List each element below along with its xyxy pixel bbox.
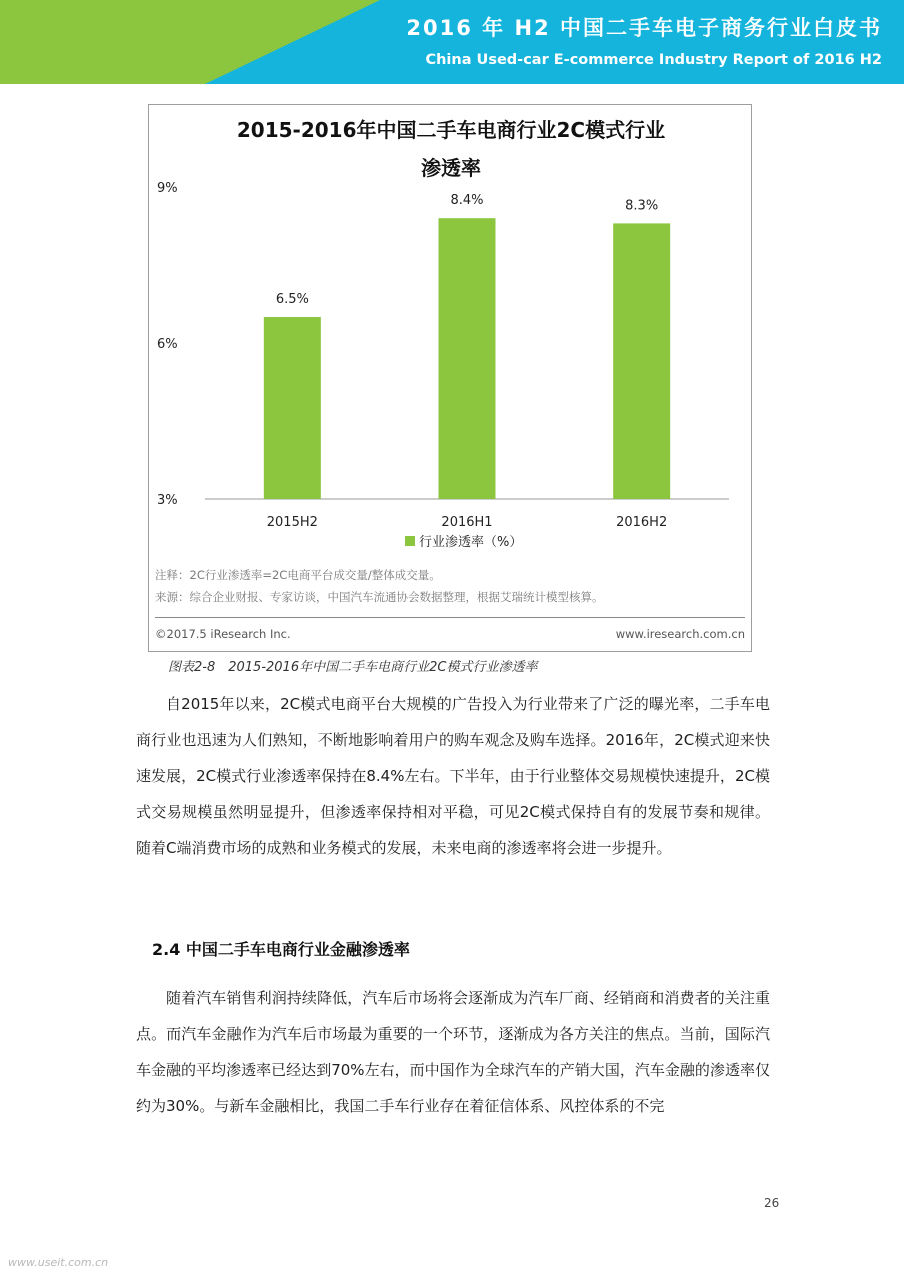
- section-heading: 2.4 中国二手车电商行业金融渗透率: [152, 940, 410, 959]
- paragraph-finance-penetration: 随着汽车销售利润持续降低，汽车后市场将会逐渐成为汽车厂商、经销商和消费者的关注重点。而汽车金融作为汽车后市场最为重要的一个环节，逐渐成为各方关注的焦点。当前，国际汽车金融的平均渗透率已经达到70%左右，而中国作为全球汽车的产销大国，汽车金融的渗透率仅约为30%。与新车金融相比，我国二手车行业存在着征信体系、风控体系的不完: [136, 989, 770, 1115]
- chart-frame: [148, 104, 752, 652]
- bar-2016H2: [613, 223, 670, 499]
- chart-title-line1: 2015-2016年中国二手车电商行业2C模式行业: [236, 118, 666, 142]
- page-header: [0, 0, 904, 84]
- header-title: 2016 年 H2 中国二手车电子商务行业白皮书: [406, 16, 882, 40]
- page-number: 26: [764, 1196, 780, 1210]
- y-tick-label: 3%: [157, 493, 178, 508]
- data-label-2016H1: 8.4%: [450, 193, 484, 209]
- chart-website: www.iresearch.com.cn: [615, 627, 745, 641]
- x-tick-label-2016H2: 2016H2: [616, 515, 668, 530]
- bar-2016H1: [439, 218, 496, 499]
- x-tick-label-2016H1: 2016H1: [441, 515, 493, 530]
- x-tick-label-2015H2: 2015H2: [266, 515, 318, 530]
- chart-note: 注释：2C行业渗透率=2C电商平台成交量/整体成交量。: [155, 568, 441, 582]
- y-tick-label: 9%: [157, 181, 178, 196]
- watermark: www.useit.com.cn: [8, 1256, 109, 1269]
- figure-caption: 图表2-8 2015-2016年中国二手车电商行业2C模式行业渗透率: [168, 660, 538, 675]
- data-label-2016H2: 8.3%: [625, 198, 659, 214]
- bar-2015H2: [264, 317, 321, 499]
- chart-copyright: ©2017.5 iResearch Inc.: [155, 627, 291, 641]
- paragraph-2c-penetration: 自2015年以来，2C模式电商平台大规模的广告投入为行业带来了广泛的曝光率，二手车电商行业也迅速为人们熟知，不断地影响着用户的购车观念及购车选择。2016年，2C模式迎来快速发展，2C模式行业渗透率保持在8.4%左右。下半年，由于行业整体交易规模快速提升，2C模式交易规模虽然明显提升，但渗透率保持相对平稳，可见2C模式保持自有的发展节奏和规律。随着C端消费市场的成熟和业务模式的发展，未来电商的渗透率将会进一步提升。: [136, 695, 770, 857]
- y-tick-label: 6%: [157, 337, 178, 352]
- chart-title-line2: 渗透率: [421, 156, 481, 180]
- chart-source: 来源：综合企业财报、专家访谈，中国汽车流通协会数据整理，根据艾瑞统计模型核算。: [155, 590, 604, 604]
- legend-label: 行业渗透率（%）: [419, 535, 523, 550]
- bar-chart: [149, 105, 753, 565]
- data-label-2015H2: 6.5%: [275, 292, 309, 307]
- legend-swatch: [405, 536, 415, 546]
- chart-divider: [155, 617, 745, 618]
- header-subtitle: China Used-car E-commerce Industry Report of 2016 H2: [425, 52, 882, 68]
